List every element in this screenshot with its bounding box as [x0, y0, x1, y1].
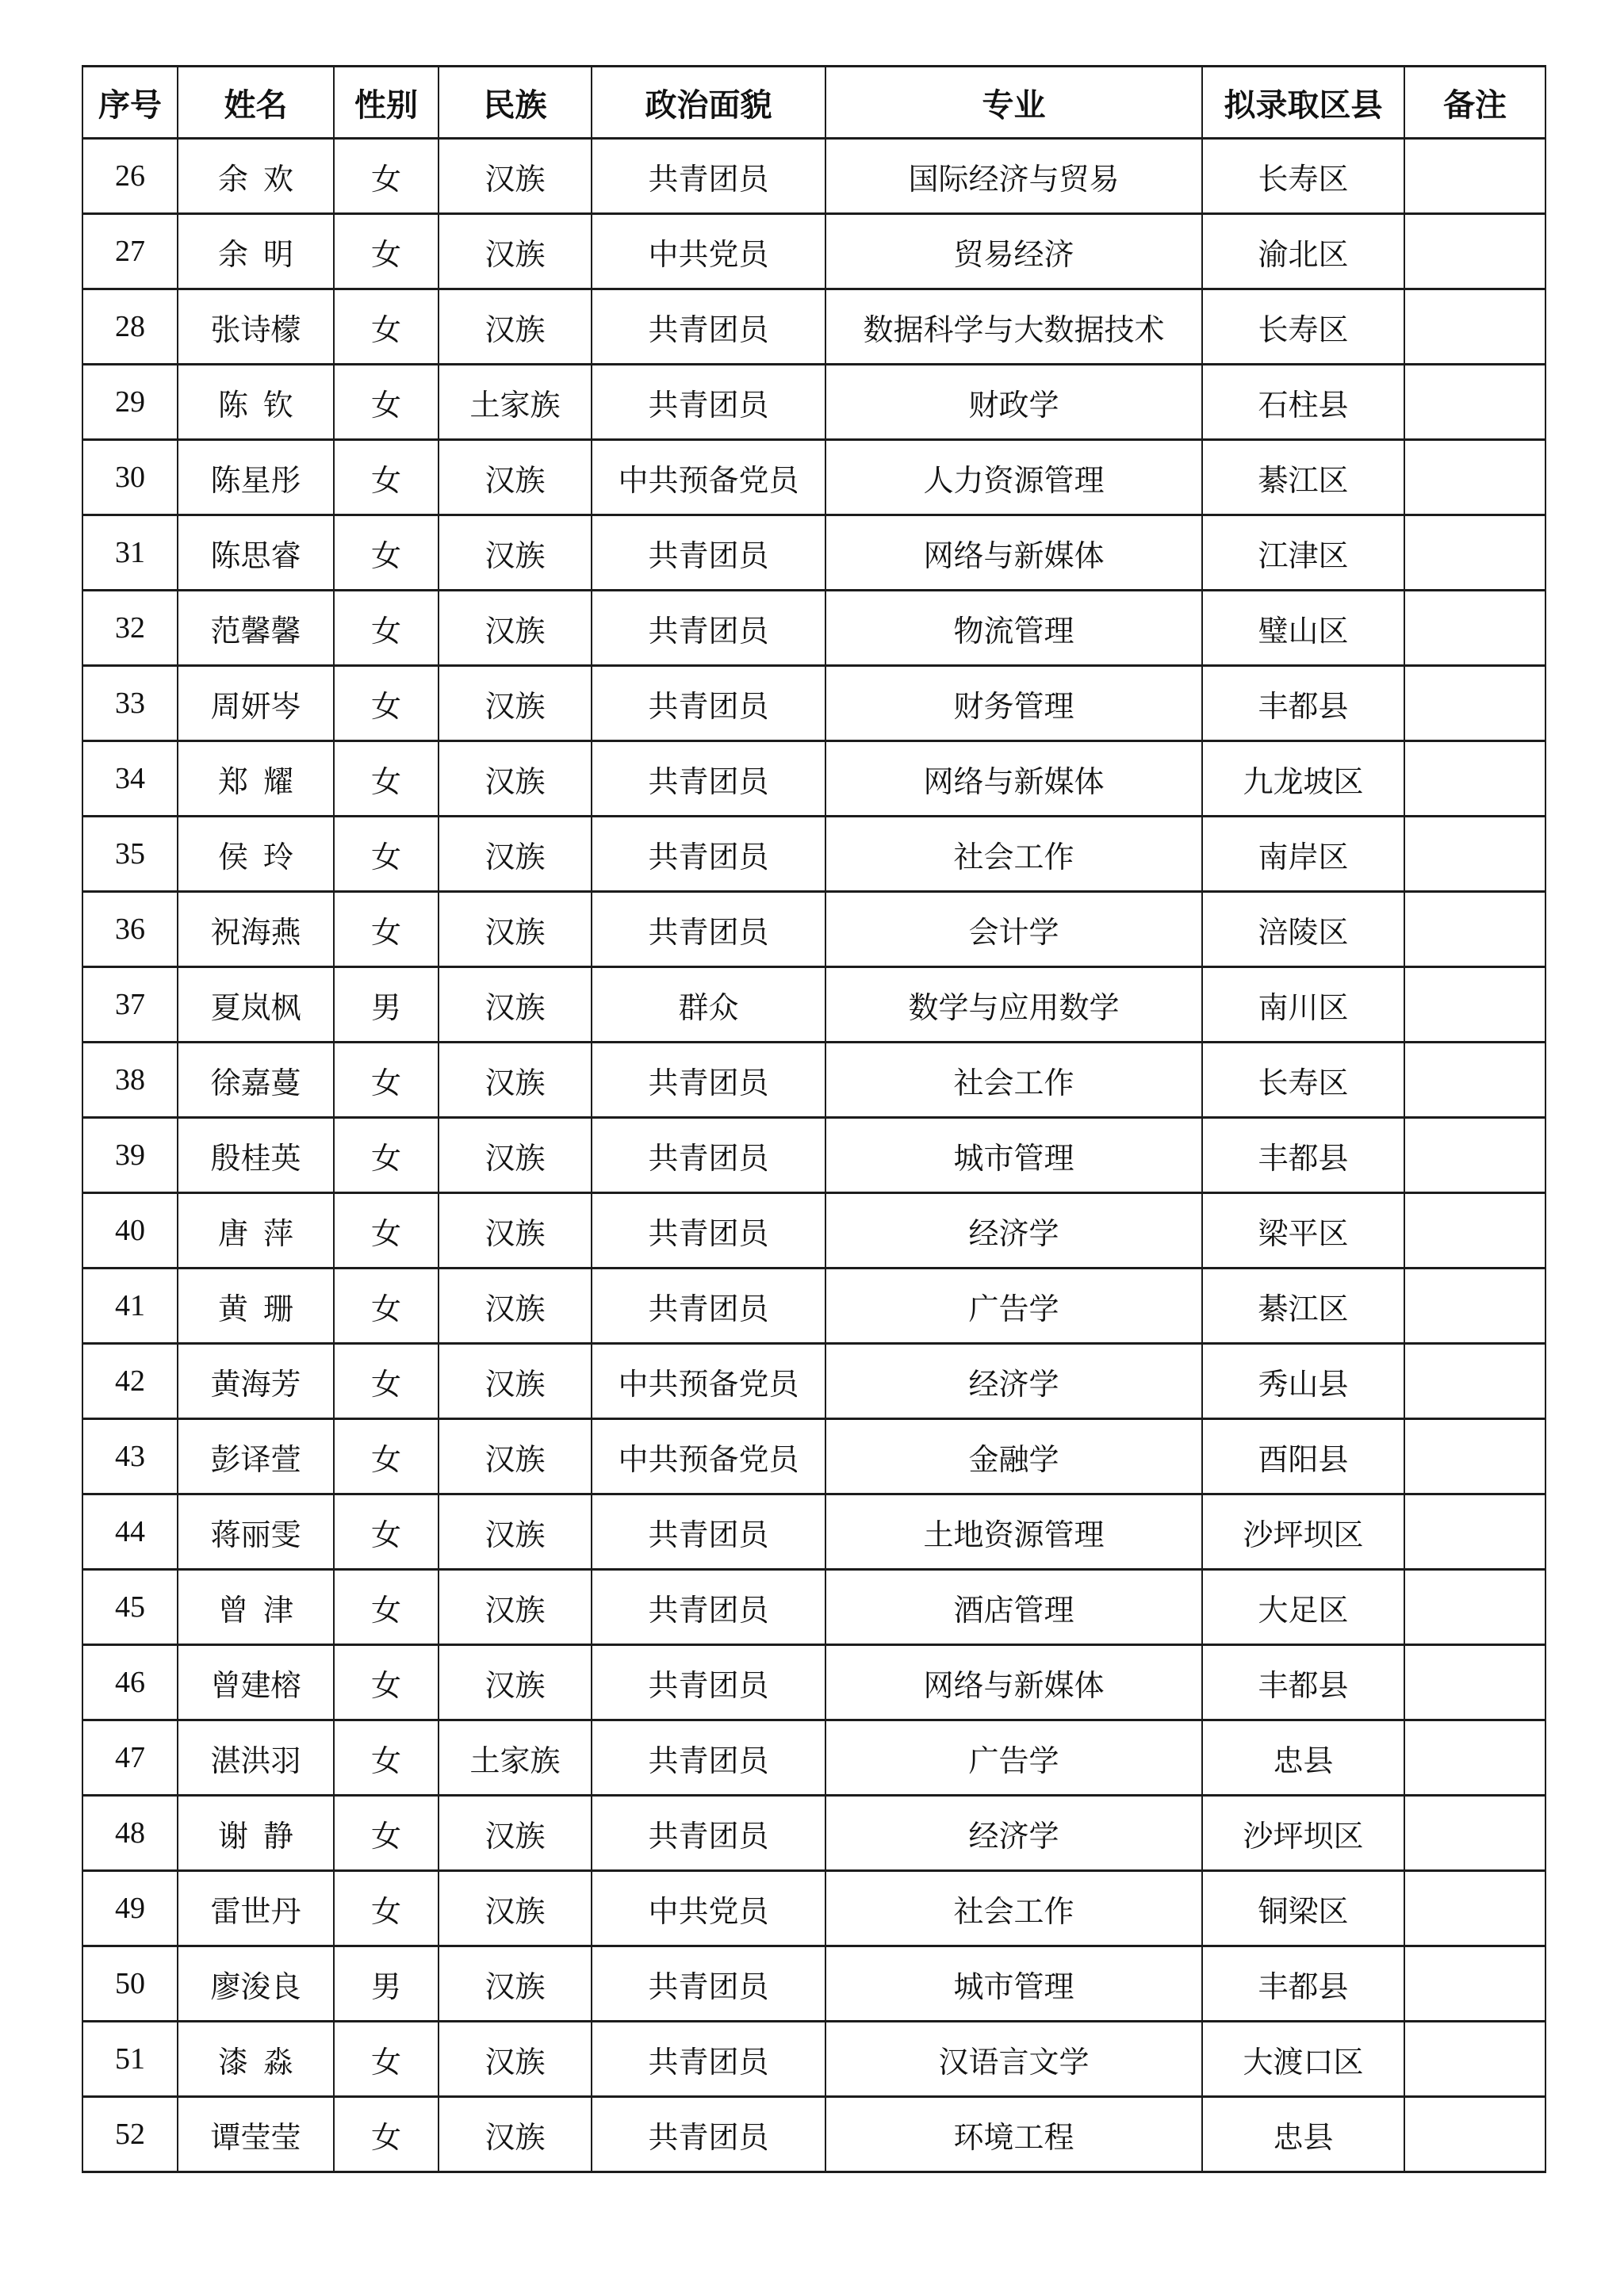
cell-ethnicity: 汉族	[439, 515, 592, 591]
cell-political_status: 共青团员	[592, 817, 825, 892]
cell-name: 范馨馨	[178, 591, 334, 666]
cell-no: 43	[82, 1419, 178, 1494]
cell-no: 31	[82, 515, 178, 591]
table-row	[82, 139, 1545, 214]
cell-ethnicity: 汉族	[439, 2097, 592, 2172]
table-row	[82, 440, 1545, 515]
cell-name: 漆 淼	[178, 2022, 334, 2097]
cell-political_status: 共青团员	[592, 1193, 825, 1269]
cell-no: 48	[82, 1796, 178, 1871]
cell-remark	[1404, 1946, 1545, 2022]
cell-gender: 女	[334, 1720, 439, 1796]
cell-no: 30	[82, 440, 178, 515]
cell-name: 彭译萱	[178, 1419, 334, 1494]
table-row	[82, 1570, 1545, 1645]
cell-district: 铜梁区	[1202, 1871, 1404, 1946]
cell-district: 南川区	[1202, 967, 1404, 1043]
cell-major: 经济学	[825, 1344, 1202, 1419]
cell-name: 侯 玲	[178, 817, 334, 892]
cell-no: 41	[82, 1269, 178, 1344]
cell-name: 廖浚良	[178, 1946, 334, 2022]
cell-major: 社会工作	[825, 817, 1202, 892]
cell-gender: 女	[334, 139, 439, 214]
cell-remark	[1404, 1344, 1545, 1419]
cell-no: 44	[82, 1494, 178, 1570]
cell-no: 51	[82, 2022, 178, 2097]
cell-gender: 女	[334, 1419, 439, 1494]
cell-remark	[1404, 1494, 1545, 1570]
cell-political_status: 共青团员	[592, 2022, 825, 2097]
cell-major: 网络与新媒体	[825, 741, 1202, 817]
cell-major: 土地资源管理	[825, 1494, 1202, 1570]
cell-remark	[1404, 1871, 1545, 1946]
table-row	[82, 741, 1545, 817]
cell-remark	[1404, 967, 1545, 1043]
cell-remark	[1404, 139, 1545, 214]
cell-political_status: 中共党员	[592, 1871, 825, 1946]
cell-remark	[1404, 1419, 1545, 1494]
cell-remark	[1404, 440, 1545, 515]
table-body	[82, 139, 1545, 2172]
table-row	[82, 1645, 1545, 1720]
table-row	[82, 1494, 1545, 1570]
cell-name: 周妍岑	[178, 666, 334, 741]
cell-major: 金融学	[825, 1419, 1202, 1494]
cell-name: 夏岚枫	[178, 967, 334, 1043]
cell-remark	[1404, 365, 1545, 440]
cell-name: 余 欢	[178, 139, 334, 214]
cell-name: 谢 静	[178, 1796, 334, 1871]
cell-major: 广告学	[825, 1269, 1202, 1344]
cell-ethnicity: 汉族	[439, 817, 592, 892]
cell-name: 殷桂英	[178, 1118, 334, 1193]
cell-district: 酉阳县	[1202, 1419, 1404, 1494]
cell-ethnicity: 汉族	[439, 1796, 592, 1871]
table-row	[82, 1796, 1545, 1871]
cell-name: 黄 珊	[178, 1269, 334, 1344]
cell-ethnicity: 汉族	[439, 139, 592, 214]
cell-political_status: 共青团员	[592, 666, 825, 741]
cell-ethnicity: 汉族	[439, 967, 592, 1043]
cell-name: 郑 耀	[178, 741, 334, 817]
cell-political_status: 共青团员	[592, 1494, 825, 1570]
cell-remark	[1404, 214, 1545, 289]
cell-major: 汉语言文学	[825, 2022, 1202, 2097]
cell-name: 陈 钦	[178, 365, 334, 440]
cell-no: 36	[82, 892, 178, 967]
cell-gender: 女	[334, 440, 439, 515]
table-row	[82, 967, 1545, 1043]
cell-district: 綦江区	[1202, 440, 1404, 515]
cell-no: 50	[82, 1946, 178, 2022]
cell-no: 40	[82, 1193, 178, 1269]
cell-gender: 女	[334, 817, 439, 892]
cell-ethnicity: 汉族	[439, 1871, 592, 1946]
cell-political_status: 共青团员	[592, 289, 825, 365]
cell-ethnicity: 汉族	[439, 591, 592, 666]
column-header-gender: 性别	[334, 67, 439, 139]
cell-gender: 女	[334, 1645, 439, 1720]
cell-ethnicity: 汉族	[439, 1946, 592, 2022]
table-row	[82, 1269, 1545, 1344]
cell-political_status: 共青团员	[592, 591, 825, 666]
cell-political_status: 中共预备党员	[592, 1419, 825, 1494]
cell-political_status: 共青团员	[592, 1570, 825, 1645]
cell-gender: 男	[334, 1946, 439, 2022]
cell-no: 47	[82, 1720, 178, 1796]
cell-name: 谭莹莹	[178, 2097, 334, 2172]
cell-ethnicity: 汉族	[439, 214, 592, 289]
table-row	[82, 214, 1545, 289]
cell-ethnicity: 汉族	[439, 440, 592, 515]
cell-district: 涪陵区	[1202, 892, 1404, 967]
cell-political_status: 中共党员	[592, 214, 825, 289]
cell-political_status: 共青团员	[592, 892, 825, 967]
cell-district: 大渡口区	[1202, 2022, 1404, 2097]
cell-remark	[1404, 515, 1545, 591]
cell-major: 财政学	[825, 365, 1202, 440]
cell-political_status: 共青团员	[592, 515, 825, 591]
cell-no: 52	[82, 2097, 178, 2172]
cell-major: 网络与新媒体	[825, 1645, 1202, 1720]
cell-district: 长寿区	[1202, 1043, 1404, 1118]
cell-district: 忠县	[1202, 1720, 1404, 1796]
column-header-remark: 备注	[1404, 67, 1545, 139]
cell-political_status: 共青团员	[592, 365, 825, 440]
cell-remark	[1404, 591, 1545, 666]
cell-no: 28	[82, 289, 178, 365]
cell-political_status: 共青团员	[592, 1946, 825, 2022]
table-row	[82, 892, 1545, 967]
cell-name: 唐 萍	[178, 1193, 334, 1269]
cell-no: 32	[82, 591, 178, 666]
cell-political_status: 共青团员	[592, 139, 825, 214]
cell-district: 忠县	[1202, 2097, 1404, 2172]
table-row	[82, 1118, 1545, 1193]
table-row	[82, 1871, 1545, 1946]
cell-ethnicity: 汉族	[439, 1269, 592, 1344]
cell-political_status: 共青团员	[592, 1720, 825, 1796]
cell-gender: 男	[334, 967, 439, 1043]
cell-major: 贸易经济	[825, 214, 1202, 289]
cell-name: 徐嘉蔓	[178, 1043, 334, 1118]
table-row	[82, 1344, 1545, 1419]
cell-major: 城市管理	[825, 1946, 1202, 2022]
cell-name: 余 明	[178, 214, 334, 289]
cell-ethnicity: 汉族	[439, 289, 592, 365]
cell-remark	[1404, 2097, 1545, 2172]
cell-gender: 女	[334, 591, 439, 666]
column-header-major: 专业	[825, 67, 1202, 139]
table-row	[82, 365, 1545, 440]
cell-district: 梁平区	[1202, 1193, 1404, 1269]
cell-district: 綦江区	[1202, 1269, 1404, 1344]
table-row	[82, 2022, 1545, 2097]
cell-major: 财务管理	[825, 666, 1202, 741]
cell-no: 26	[82, 139, 178, 214]
table-row	[82, 289, 1545, 365]
column-header-name: 姓名	[178, 67, 334, 139]
cell-district: 璧山区	[1202, 591, 1404, 666]
cell-no: 49	[82, 1871, 178, 1946]
cell-major: 网络与新媒体	[825, 515, 1202, 591]
cell-remark	[1404, 1796, 1545, 1871]
cell-political_status: 共青团员	[592, 1645, 825, 1720]
cell-major: 人力资源管理	[825, 440, 1202, 515]
cell-gender: 女	[334, 2022, 439, 2097]
admission-roster-table	[82, 65, 1546, 2173]
cell-major: 广告学	[825, 1720, 1202, 1796]
cell-ethnicity: 土家族	[439, 1720, 592, 1796]
cell-gender: 女	[334, 289, 439, 365]
cell-no: 39	[82, 1118, 178, 1193]
cell-gender: 女	[334, 892, 439, 967]
cell-name: 湛洪羽	[178, 1720, 334, 1796]
cell-gender: 女	[334, 214, 439, 289]
cell-gender: 女	[334, 1570, 439, 1645]
cell-remark	[1404, 1269, 1545, 1344]
cell-district: 长寿区	[1202, 289, 1404, 365]
cell-no: 46	[82, 1645, 178, 1720]
table-row	[82, 666, 1545, 741]
cell-remark	[1404, 1193, 1545, 1269]
cell-major: 酒店管理	[825, 1570, 1202, 1645]
cell-name: 雷世丹	[178, 1871, 334, 1946]
cell-gender: 女	[334, 1796, 439, 1871]
cell-political_status: 共青团员	[592, 1796, 825, 1871]
cell-remark	[1404, 1118, 1545, 1193]
cell-no: 35	[82, 817, 178, 892]
cell-district: 沙坪坝区	[1202, 1796, 1404, 1871]
column-header-no: 序号	[82, 67, 178, 139]
cell-ethnicity: 汉族	[439, 2022, 592, 2097]
cell-major: 社会工作	[825, 1871, 1202, 1946]
cell-political_status: 共青团员	[592, 2097, 825, 2172]
cell-no: 33	[82, 666, 178, 741]
cell-remark	[1404, 741, 1545, 817]
cell-no: 45	[82, 1570, 178, 1645]
cell-district: 渝北区	[1202, 214, 1404, 289]
cell-gender: 女	[334, 1193, 439, 1269]
cell-district: 丰都县	[1202, 1118, 1404, 1193]
table-row	[82, 1193, 1545, 1269]
cell-political_status: 中共预备党员	[592, 1344, 825, 1419]
header-row	[82, 67, 1545, 139]
cell-major: 国际经济与贸易	[825, 139, 1202, 214]
cell-no: 29	[82, 365, 178, 440]
cell-ethnicity: 汉族	[439, 666, 592, 741]
cell-ethnicity: 汉族	[439, 1193, 592, 1269]
cell-political_status: 共青团员	[592, 741, 825, 817]
cell-gender: 女	[334, 666, 439, 741]
table-row	[82, 2097, 1545, 2172]
cell-no: 34	[82, 741, 178, 817]
cell-remark	[1404, 1645, 1545, 1720]
cell-district: 南岸区	[1202, 817, 1404, 892]
cell-ethnicity: 汉族	[439, 1419, 592, 1494]
cell-gender: 女	[334, 1494, 439, 1570]
table-row	[82, 1043, 1545, 1118]
cell-district: 丰都县	[1202, 1946, 1404, 2022]
cell-district: 九龙坡区	[1202, 741, 1404, 817]
table-row	[82, 591, 1545, 666]
cell-major: 数学与应用数学	[825, 967, 1202, 1043]
cell-gender: 女	[334, 741, 439, 817]
cell-remark	[1404, 666, 1545, 741]
cell-major: 会计学	[825, 892, 1202, 967]
cell-remark	[1404, 1720, 1545, 1796]
column-header-political_status: 政治面貌	[592, 67, 825, 139]
cell-ethnicity: 汉族	[439, 1494, 592, 1570]
cell-gender: 女	[334, 1043, 439, 1118]
cell-major: 环境工程	[825, 2097, 1202, 2172]
cell-ethnicity: 土家族	[439, 365, 592, 440]
cell-gender: 女	[334, 2097, 439, 2172]
cell-major: 物流管理	[825, 591, 1202, 666]
cell-political_status: 共青团员	[592, 1269, 825, 1344]
cell-district: 丰都县	[1202, 666, 1404, 741]
table-row	[82, 1946, 1545, 2022]
cell-gender: 女	[334, 1269, 439, 1344]
cell-political_status: 共青团员	[592, 1043, 825, 1118]
cell-remark	[1404, 892, 1545, 967]
cell-district: 石柱县	[1202, 365, 1404, 440]
cell-no: 38	[82, 1043, 178, 1118]
cell-ethnicity: 汉族	[439, 892, 592, 967]
cell-ethnicity: 汉族	[439, 1043, 592, 1118]
cell-major: 社会工作	[825, 1043, 1202, 1118]
cell-name: 张诗檬	[178, 289, 334, 365]
cell-district: 江津区	[1202, 515, 1404, 591]
column-header-district: 拟录取区县	[1202, 67, 1404, 139]
cell-political_status: 中共预备党员	[592, 440, 825, 515]
cell-remark	[1404, 817, 1545, 892]
cell-major: 经济学	[825, 1193, 1202, 1269]
cell-major: 数据科学与大数据技术	[825, 289, 1202, 365]
cell-ethnicity: 汉族	[439, 741, 592, 817]
table-header	[82, 67, 1545, 139]
cell-political_status: 群众	[592, 967, 825, 1043]
cell-gender: 女	[334, 1344, 439, 1419]
cell-gender: 女	[334, 1118, 439, 1193]
cell-gender: 女	[334, 515, 439, 591]
cell-name: 曾 津	[178, 1570, 334, 1645]
table-row	[82, 1720, 1545, 1796]
cell-ethnicity: 汉族	[439, 1570, 592, 1645]
cell-major: 经济学	[825, 1796, 1202, 1871]
cell-ethnicity: 汉族	[439, 1645, 592, 1720]
cell-political_status: 共青团员	[592, 1118, 825, 1193]
cell-gender: 女	[334, 365, 439, 440]
cell-ethnicity: 汉族	[439, 1344, 592, 1419]
cell-district: 长寿区	[1202, 139, 1404, 214]
cell-district: 沙坪坝区	[1202, 1494, 1404, 1570]
cell-district: 丰都县	[1202, 1645, 1404, 1720]
cell-remark	[1404, 1043, 1545, 1118]
cell-remark	[1404, 289, 1545, 365]
cell-district: 大足区	[1202, 1570, 1404, 1645]
cell-name: 陈星彤	[178, 440, 334, 515]
cell-major: 城市管理	[825, 1118, 1202, 1193]
table-row	[82, 1419, 1545, 1494]
cell-name: 黄海芳	[178, 1344, 334, 1419]
cell-name: 祝海燕	[178, 892, 334, 967]
cell-remark	[1404, 2022, 1545, 2097]
table-row	[82, 515, 1545, 591]
cell-name: 曾建榕	[178, 1645, 334, 1720]
table-row	[82, 817, 1545, 892]
cell-remark	[1404, 1570, 1545, 1645]
column-header-ethnicity: 民族	[439, 67, 592, 139]
cell-name: 蒋丽雯	[178, 1494, 334, 1570]
cell-no: 42	[82, 1344, 178, 1419]
cell-district: 秀山县	[1202, 1344, 1404, 1419]
cell-name: 陈思睿	[178, 515, 334, 591]
cell-gender: 女	[334, 1871, 439, 1946]
cell-no: 27	[82, 214, 178, 289]
cell-ethnicity: 汉族	[439, 1118, 592, 1193]
cell-no: 37	[82, 967, 178, 1043]
